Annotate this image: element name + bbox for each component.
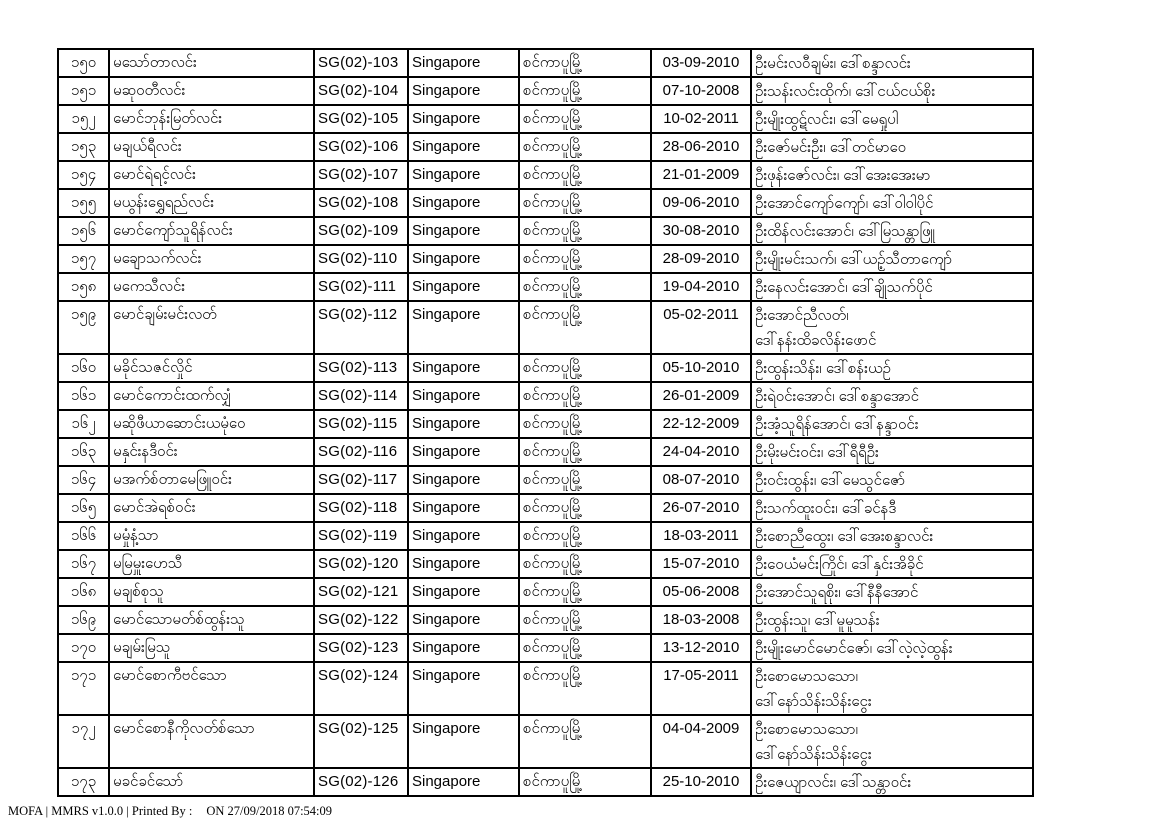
city-burmese-cell: စင်ကာပူမြို့ [519,438,651,466]
birth-date-cell: 18-03-2008 [651,606,751,634]
parents-line-1: ဦးအောင်ကျော်ကျော်၊ ဒေါ်ဝါဝါပိုင် [755,195,934,212]
parents-names-cell [751,49,1033,77]
city-burmese-cell: စင်ကာပူမြို့ [519,49,651,77]
serial-number-cell: ၁၆၀ [58,354,109,382]
table-row [58,273,1033,301]
parents-names-cell [751,550,1033,578]
birth-date-cell: 24-04-2010 [651,438,751,466]
birth-date-cell: 03-09-2010 [651,49,751,77]
serial-number-cell: ၁၆၆ [58,522,109,550]
country-cell: Singapore [408,382,519,410]
registration-id-cell: SG(02)-112 [314,301,408,354]
country-cell: Singapore [408,715,519,768]
serial-number-cell: ၁၅၃ [58,133,109,161]
city-burmese-cell: စင်ကာပူမြို့ [519,382,651,410]
parents-line-1: ဦးစောမောသသော၊ [755,721,858,738]
child-name-cell: မချောသက်လင်း [109,245,314,273]
table-row [58,410,1033,438]
parents-line-1: ဦးထွန်းသိန်း၊ ဒေါ်စန်းယဉ် [755,360,891,377]
parents-line-1: ဦးဝေယံမင်းကြိုင်၊ ဒေါ်နှင်းအိခိုင် [755,556,924,573]
child-name-cell: မောင်အဲရစ်ဝင်း [109,494,314,522]
serial-number-cell: ၁၅၄ [58,161,109,189]
table-row [58,438,1033,466]
city-burmese-cell: စင်ကာပူမြို့ [519,133,651,161]
parents-line-1: ဦးထိန်လင်းအောင်၊ ဒေါ်မြသန္တာဖြူ [755,223,936,240]
child-name-cell: မောင်ကောင်းထက်လျှံ [109,382,314,410]
country-cell: Singapore [408,606,519,634]
registration-id-cell: SG(02)-106 [314,133,408,161]
birth-date-cell: 28-09-2010 [651,245,751,273]
registration-id-cell: SG(02)-125 [314,715,408,768]
child-name-cell: မောင်သောမတ်စ်ထွန်းသူ [109,606,314,634]
country-cell: Singapore [408,189,519,217]
serial-number-cell: ၁၇၂ [58,715,109,768]
parents-line-2: ဒေါ်နော်သိန်းသိန်းငွေး [755,693,872,710]
table-row [58,245,1033,273]
serial-number-cell: ၁၅၈ [58,273,109,301]
parents-line-1: ဦးမင်းလဝီချမ်း၊ ဒေါ်စန္ဒာလင်း [755,55,911,72]
birth-date-cell: 05-06-2008 [651,578,751,606]
parents-line-1: ဦးသန်းလင်းထိုက်၊ ဒေါ်ငယ်ငယ်စိုး [755,83,936,100]
registration-id-cell: SG(02)-119 [314,522,408,550]
parents-names-cell [751,606,1033,634]
parents-line-1: ဦးဝင်းထွန်း၊ ဒေါ်မေသွင်ဇော် [755,472,906,489]
country-cell: Singapore [408,161,519,189]
country-cell: Singapore [408,768,519,796]
country-cell: Singapore [408,634,519,662]
city-burmese-cell: စင်ကာပူမြို့ [519,77,651,105]
registration-id-cell: SG(02)-124 [314,662,408,715]
parents-names-cell [751,578,1033,606]
serial-number-cell: ၁၅၇ [58,245,109,273]
parents-names-cell [751,245,1033,273]
registration-id-cell: SG(02)-108 [314,189,408,217]
country-cell: Singapore [408,273,519,301]
country-cell: Singapore [408,77,519,105]
registration-id-cell: SG(02)-117 [314,466,408,494]
birth-date-cell: 15-07-2010 [651,550,751,578]
birth-date-cell: 19-04-2010 [651,273,751,301]
serial-number-cell: ၁၆၅ [58,494,109,522]
table-row [58,189,1033,217]
birth-date-cell: 21-01-2009 [651,161,751,189]
birth-date-cell: 28-06-2010 [651,133,751,161]
parents-line-2: ဒေါ်နော်သိန်းသိန်းငွေး [755,746,872,763]
parents-names-cell [751,273,1033,301]
country-cell: Singapore [408,49,519,77]
parents-names-cell [751,494,1033,522]
birth-date-cell: 09-06-2010 [651,189,751,217]
city-burmese-cell: စင်ကာပူမြို့ [519,217,651,245]
parents-line-1: ဦးမျိုးထွဋ်လင်း၊ ဒေါ်မေရှုပါ [755,111,899,128]
registration-id-cell: SG(02)-118 [314,494,408,522]
birth-date-cell: 05-10-2010 [651,354,751,382]
birth-date-cell: 18-03-2011 [651,522,751,550]
birth-date-cell: 26-01-2009 [651,382,751,410]
birth-date-cell: 13-12-2010 [651,634,751,662]
table-row [58,634,1033,662]
parents-line-1: ဦးရဲဝင်းအောင်၊ ဒေါ်စန္ဒာအောင် [755,388,919,405]
country-cell: Singapore [408,410,519,438]
table-row [58,662,1033,715]
serial-number-cell: ၁၆၁ [58,382,109,410]
city-burmese-cell: စင်ကာပူမြို့ [519,662,651,715]
birth-date-cell: 05-02-2011 [651,301,751,354]
parents-line-1: ဦးမိုးမင်းဝင်း၊ ဒေါ်ရီရီဦး [755,444,879,461]
serial-number-cell: ၁၅၀ [58,49,109,77]
child-name-cell: မောင်ရဲရင့်လင်း [109,161,314,189]
table-row [58,715,1033,768]
child-name-cell: မောင်စောနီကိုလတ်စ်သော [109,715,314,768]
serial-number-cell: ၁၇၀ [58,634,109,662]
footer-printed-timestamp: ON 27/09/2018 07:54:09 [206,804,333,818]
child-name-cell: မောင်စောကီဗင်သော [109,662,314,715]
birth-date-cell: 30-08-2010 [651,217,751,245]
registration-id-cell: SG(02)-115 [314,410,408,438]
child-name-cell: မမြမှူးဟေသီ [109,550,314,578]
parents-line-1: ဦးအောင်သူရစိုး၊ ဒေါ်နီနီအောင် [755,584,919,601]
serial-number-cell: ၁၅၅ [58,189,109,217]
parents-names-cell [751,768,1033,796]
parents-names-cell [751,105,1033,133]
country-cell: Singapore [408,494,519,522]
birth-date-cell: 08-07-2010 [651,466,751,494]
parents-line-1: ဦးအောင်ညီလတ်၊ [755,307,849,324]
table-row [58,161,1033,189]
parents-names-cell [751,133,1033,161]
table-row [58,466,1033,494]
registration-id-cell: SG(02)-107 [314,161,408,189]
parents-line-1: ဦးမျိုးမောင်မောင်ဇော်၊ ဒေါ်လဲ့လဲ့ထွန်း [755,640,953,657]
parents-line-1: ဦးသက်ထူးဝင်း၊ ဒေါ်ခင်နဒီ [755,500,897,517]
serial-number-cell: ၁၅၂ [58,105,109,133]
parents-names-cell [751,438,1033,466]
table-row [58,768,1033,796]
city-burmese-cell: စင်ကာပူမြို့ [519,245,651,273]
parents-names-cell [751,382,1033,410]
registration-id-cell: SG(02)-113 [314,354,408,382]
serial-number-cell: ၁၆၇ [58,550,109,578]
child-name-cell: မနှင်းနဒီဝင်း [109,438,314,466]
registration-id-cell: SG(02)-123 [314,634,408,662]
parents-line-1: ဦးဇော်မင်းဦး၊ ဒေါ်တင်မာဝေ [755,139,907,156]
parents-line-1: ဦးနေလင်းအောင်၊ ဒေါ်ချိုသက်ပိုင် [755,279,933,296]
birth-date-cell: 17-05-2011 [651,662,751,715]
registration-id-cell: SG(02)-122 [314,606,408,634]
city-burmese-cell: စင်ကာပူမြို့ [519,466,651,494]
city-burmese-cell: စင်ကာပူမြို့ [519,189,651,217]
child-name-cell: မချစ်စုသူ [109,578,314,606]
parents-names-cell [751,301,1033,354]
city-burmese-cell: စင်ကာပူမြို့ [519,354,651,382]
birth-date-cell: 04-04-2009 [651,715,751,768]
birth-date-cell: 22-12-2009 [651,410,751,438]
serial-number-cell: ၁၆၄ [58,466,109,494]
city-burmese-cell: စင်ကာပူမြို့ [519,494,651,522]
parents-names-cell [751,189,1033,217]
child-name-cell: မသော်တာလင်း [109,49,314,77]
table-row [58,550,1033,578]
parents-line-2: ဒေါ်နန်းထိခလိန်းဖောင် [755,332,877,349]
birth-date-cell: 25-10-2010 [651,768,751,796]
serial-number-cell: ၁၇၁ [58,662,109,715]
table-row [58,133,1033,161]
registration-id-cell: SG(02)-104 [314,77,408,105]
serial-number-cell: ၁၇၃ [58,768,109,796]
city-burmese-cell: စင်ကာပူမြို့ [519,634,651,662]
child-name-cell: မခိုင်သဇင်လှိုင် [109,354,314,382]
city-burmese-cell: စင်ကာပူမြို့ [519,606,651,634]
parents-names-cell [751,354,1033,382]
birth-date-cell: 10-02-2011 [651,105,751,133]
city-burmese-cell: စင်ကာပူမြို့ [519,273,651,301]
parents-names-cell [751,77,1033,105]
city-burmese-cell: စင်ကာပူမြို့ [519,522,651,550]
registration-id-cell: SG(02)-120 [314,550,408,578]
country-cell: Singapore [408,354,519,382]
child-name-cell: မောင်ဘုန်းမြတ်လင်း [109,105,314,133]
registration-id-cell: SG(02)-116 [314,438,408,466]
table-row [58,217,1033,245]
registry-table-body [58,49,1033,796]
serial-number-cell: ၁၆၈ [58,578,109,606]
table-row [58,354,1033,382]
parents-line-1: ဦးဖုန်းဇော်လင်း၊ ဒေါ်အေးအေးမာ [755,167,931,184]
child-name-cell: မောင်ချမ်းမင်းလတ် [109,301,314,354]
print-footer [8,804,332,819]
registration-id-cell: SG(02)-121 [314,578,408,606]
registration-id-cell: SG(02)-109 [314,217,408,245]
child-name-cell: မကေသီလင်း [109,273,314,301]
serial-number-cell: ၁၆၂ [58,410,109,438]
city-burmese-cell: စင်ကာပူမြို့ [519,715,651,768]
registry-table [57,48,1034,797]
serial-number-cell: ၁၅၉ [58,301,109,354]
table-row [58,105,1033,133]
child-name-cell: မမှုံနံ့သာ [109,522,314,550]
parents-names-cell [751,522,1033,550]
birth-date-cell: 07-10-2008 [651,77,751,105]
country-cell: Singapore [408,105,519,133]
parents-names-cell [751,217,1033,245]
child-name-cell: မယွန်းရွှေရည်လင်း [109,189,314,217]
country-cell: Singapore [408,438,519,466]
country-cell: Singapore [408,662,519,715]
country-cell: Singapore [408,550,519,578]
registration-id-cell: SG(02)-111 [314,273,408,301]
parents-line-1: ဦးမျိုးမင်းသက်၊ ဒေါ်ယဉ့်သီတာကျော် [755,251,953,268]
table-row [58,606,1033,634]
parents-names-cell [751,410,1033,438]
birth-date-cell: 26-07-2010 [651,494,751,522]
child-name-cell: မဆိုဖီယာဆောင်းယမုံဝေ [109,410,314,438]
country-cell: Singapore [408,466,519,494]
parents-line-1: ဦးအံ့သူရိန်အောင်၊ ဒေါ်နန္ဒာဝင်း [755,416,919,433]
registration-id-cell: SG(02)-126 [314,768,408,796]
city-burmese-cell: စင်ကာပူမြို့ [519,768,651,796]
child-name-cell: မောင်ကျော်သူရိန်လင်း [109,217,314,245]
child-name-cell: မအက်စ်တာမေဖြူဝင်း [109,466,314,494]
child-name-cell: မချယ်ရီလင်း [109,133,314,161]
table-row [58,578,1033,606]
country-cell: Singapore [408,522,519,550]
registration-id-cell: SG(02)-103 [314,49,408,77]
city-burmese-cell: စင်ကာပူမြို့ [519,161,651,189]
city-burmese-cell: စင်ကာပူမြို့ [519,105,651,133]
parents-names-cell [751,466,1033,494]
table-row [58,77,1033,105]
city-burmese-cell: စင်ကာပူမြို့ [519,578,651,606]
parents-line-1: ဦးထွန်းသူ၊ ဒေါ်မူမူသန်း [755,612,880,629]
country-cell: Singapore [408,301,519,354]
child-name-cell: မချမ်းမြသူ [109,634,314,662]
serial-number-cell: ၁၆၃ [58,438,109,466]
parents-line-1: ဦးစောညီထွေး၊ ဒေါ်အေးစန္ဒာလင်း [755,528,934,545]
table-row [58,494,1033,522]
table-row [58,301,1033,354]
table-row [58,522,1033,550]
serial-number-cell: ၁၅၆ [58,217,109,245]
serial-number-cell: ၁၆၉ [58,606,109,634]
country-cell: Singapore [408,245,519,273]
city-burmese-cell: စင်ကာပူမြို့ [519,301,651,354]
child-name-cell: မဆုဝတီလင်း [109,77,314,105]
table-row [58,382,1033,410]
footer-app-label: MOFA | MMRS v1.0.0 | Printed By : [8,804,193,818]
parents-names-cell [751,715,1033,768]
table-row [58,49,1033,77]
parents-names-cell [751,161,1033,189]
child-name-cell: မခင်ခင်သော် [109,768,314,796]
country-cell: Singapore [408,217,519,245]
city-burmese-cell: စင်ကာပူမြို့ [519,410,651,438]
parents-line-1: ဦးစောမောသသော၊ [755,668,858,685]
country-cell: Singapore [408,578,519,606]
country-cell: Singapore [408,133,519,161]
registration-id-cell: SG(02)-105 [314,105,408,133]
parents-names-cell [751,662,1033,715]
registration-id-cell: SG(02)-110 [314,245,408,273]
serial-number-cell: ၁၅၁ [58,77,109,105]
parents-line-1: ဦးဇေယျာလင်း၊ ဒေါ်သန္တာဝင်း [755,774,912,791]
registration-id-cell: SG(02)-114 [314,382,408,410]
parents-names-cell [751,634,1033,662]
city-burmese-cell: စင်ကာပူမြို့ [519,550,651,578]
